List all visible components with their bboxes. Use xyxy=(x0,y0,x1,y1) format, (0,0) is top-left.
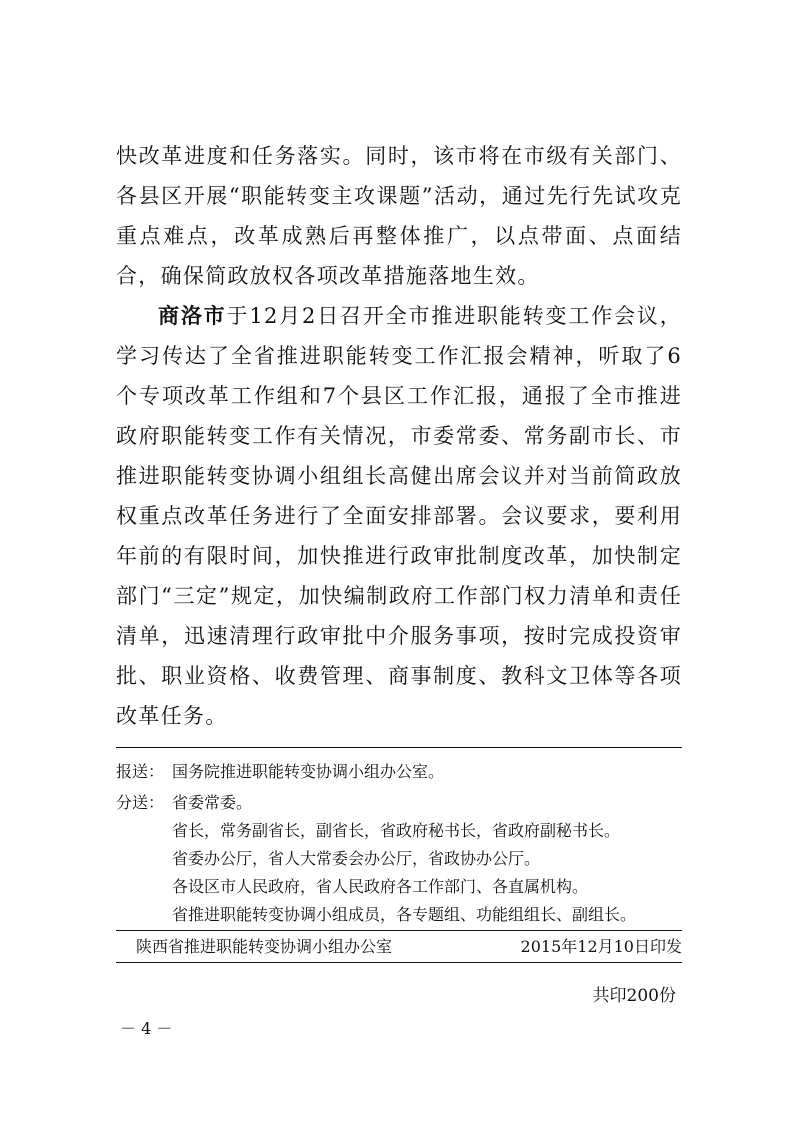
copy-recipient: 各设区市人民政府，省人民政府各工作部门、各直属机构。 xyxy=(172,877,589,896)
copy-recipient: 省委办公厅，省人大常委会办公厅，省政协办公厅。 xyxy=(172,849,541,868)
divider-middle xyxy=(116,930,682,931)
page-number: － 4 － xyxy=(120,1019,173,1038)
print-date: 2015年12月10日印发 xyxy=(520,937,682,956)
divider-top xyxy=(116,747,682,748)
document-body xyxy=(116,136,682,736)
issuing-office: 陕西省推进职能转变协调小组办公室 xyxy=(136,937,393,956)
paragraph-1: 快改革进度和任务落实。同时，该市将在市级有关部门、各县区开展“职能转变主攻课题”活动，通过先行先试攻克重点难点，改革成熟后再整体推广，以点带面、点面结合，确保简政放权各项改革措施落地生效。 xyxy=(116,144,682,288)
divider-bottom xyxy=(116,962,682,963)
copy-to-line xyxy=(116,789,686,816)
paragraph-2-text: 于12月2日召开全市推进职能转变工作会议，学习传达了全省推进职能转变工作汇报会精神，听取了6个专项改革工作组和7个县区工作汇报，通报了全市推进政府职能转变工作有关情况，市委常委、常务副市长、市推进职能转变协调小组组长高健出席会议并对当前简政放权重点改革任务进行了全面安排部署。会议要求，要利用年前的有限时间，加快推进行政审批制度改革，加快制定部门“三定”规定，加快编制政府工作部门权力清单和责任清单，迅速清理行政审批中介服务事项，按时完成投资审批、职业资格、收费管理、商事制度、教科文卫体等各项改革任务。 xyxy=(116,304,682,728)
copy-label: 分送： xyxy=(116,793,165,812)
paragraph-2 xyxy=(116,296,682,736)
copy-recipient: 省委常委。 xyxy=(172,793,253,812)
city-name: 商洛市 xyxy=(158,303,227,328)
report-to-line xyxy=(116,758,686,785)
report-recipient: 国务院推进职能转变协调小组办公室。 xyxy=(172,762,445,781)
copy-recipient: 省推进职能转变协调小组成员，各专题组、功能组组长、副组长。 xyxy=(172,905,637,924)
report-label: 报送： xyxy=(116,762,165,781)
copy-recipient: 省长，常务副省长，副省长，省政府秘书长，省政府副秘书长。 xyxy=(172,821,621,840)
print-copies: 共印200份 xyxy=(592,986,676,1006)
